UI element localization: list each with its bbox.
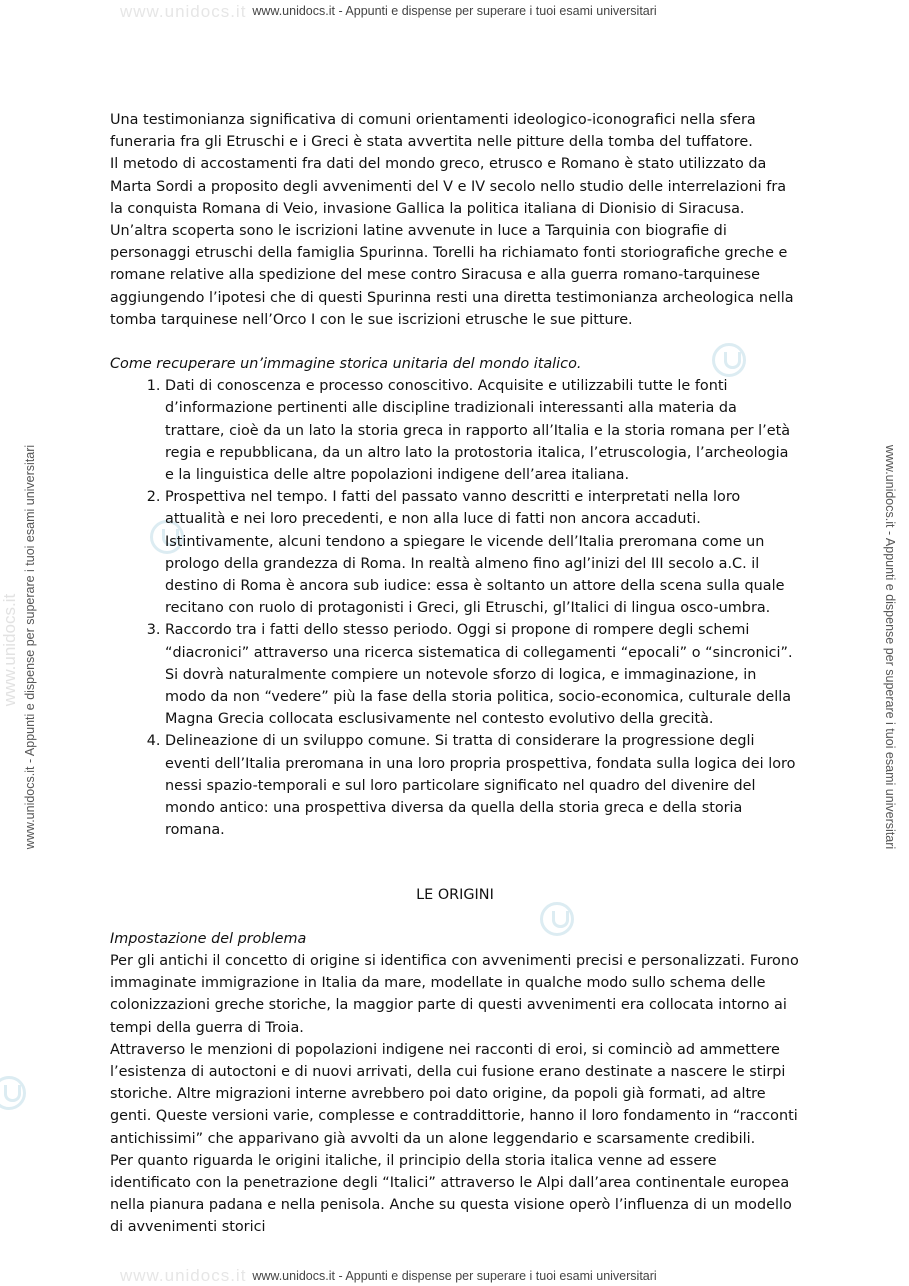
list-item: 1. Dati di conoscenza e processo conoscitivo. Acquisite e utilizzabili tutte le fonti d’informazione pertinenti alle discipline tradizionali interessanti alla materia da trattare, cioè da un lato la storia greca in rapporto all’Italia e la storia romana per l’età regia e repubblicana, da un altro lato la protostoria italica, l’etruscologia, l’archeologia e la linguistica delle altre popolazioni indigene dell’area italiana. (165, 375, 800, 486)
watermark-header: www.unidocs.it - Appunti e dispense per superare i tuoi esami universitari (252, 4, 657, 18)
section-heading: LE ORIGINI (416, 886, 494, 903)
watermark-side-left-ghost: www.unidocs.it (0, 593, 19, 707)
numbered-list (110, 375, 800, 841)
paragraph: Attraverso le menzioni di popolazioni indigene nei racconti di eroi, si cominciò ad ammettere l’esistenza di autoctoni e di nuovi arrivati, della cui fusione erano destinate a nascere le stirpi storiche. Altre migrazioni interne avrebbero poi dato origine, da popoli già formati, ad altre genti. Queste versioni varie, complesse e contraddittorie, hanno il loro fondamento in “racconti antichissimi” che apparivano già avvolti da un alone leggendario e scarsamente credibili. (110, 1041, 798, 1147)
watermark-side-right: www.unidocs.it - Appunti e dispense per superare i tuoi esami universitari (883, 444, 897, 850)
watermark-ghost-top: www.unidocs.it (120, 2, 247, 21)
watermark-ghost-bottom: www.unidocs.it (120, 1266, 247, 1285)
section-title: Come recuperare un’immagine storica unitaria del mondo italico. (110, 356, 582, 373)
unidocs-logo-icon (0, 1076, 26, 1110)
document-body (110, 109, 800, 1239)
section-subtitle: Impostazione del problema (110, 930, 307, 947)
list-item: 4. Delineazione di un sviluppo comune. Si tratta di considerare la progressione degli eventi dell’Italia preromana in una loro propria prospettiva, fondata sulla logica dei loro nessi spazio-temporali e sul loro particolare significato nel quadro del divenire del mondo antico: una prospettiva diversa da quella della storia greca e della storia romana. (165, 730, 800, 841)
list-item: 2. Prospettiva nel tempo. I fatti del passato vanno descritti e interpretati nella loro attualità e nei loro precedenti, e non alla luce di fatti non ancora accaduti. Istintivamente, alcuni tendono a spiegare le vicende dell’Italia preromana come un prologo della grandezza di Roma. In realtà almeno fino agl’inizi del III secolo a.C. il destino di Roma è ancora sub iudice: essa è soltanto un attore della scena sulla quale recitano con ruolo di protagonisti i Greci, gli Etruschi, gl’Italici di lingua osco-umbra. (165, 486, 800, 619)
watermark-footer: www.unidocs.it - Appunti e dispense per superare i tuoi esami universitari (252, 1269, 657, 1283)
paragraph: Il metodo di accostamenti fra dati del mondo greco, etrusco e Romano è stato utilizzato da Marta Sordi a proposito degli avvenimenti del V e IV secolo nello studio delle interrelazioni fra la conquista Romana di Veio, invasione Gallica la politica italiana di Dionisio di Siracusa. Un’altra scoperta sono le iscrizioni latine avvenute in luce a Tarquinia con biografie di personaggi etruschi della famiglia Spurinna. Torelli ha richiamato fonti storiografiche greche e romane relative alla spedizione del mese contro Siracusa e alla guerra romano-tarquinese aggiungendo l’ipotesi che di questi Spurinna resti una diretta testimonianza archeologica nella tomba tarquinese nell’Orco I con le sue iscrizioni etrusche le sue pitture. (110, 156, 794, 328)
paragraph: Per gli antichi il concetto di origine si identifica con avvenimenti precisi e personalizzati. Furono immaginate immigrazione in Italia da mare, modellate in qualche modo sullo schema delle colonizzazioni greche storiche, la maggior parte di questi avvenimenti era collocata intorno ai tempi della guerra di Troia. (110, 952, 799, 1036)
paragraph: Per quanto riguarda le origini italiche, il principio della storia italica venne ad essere identificato con la penetrazione degli “Italici” attraverso le Alpi dall’area continentale europea nella pianura padana e nella penisola. Anche su questa visione operò l’influenza di un modello di avvenimenti storici (110, 1152, 792, 1236)
list-item: 3. Raccordo tra i fatti dello stesso periodo. Oggi si propone di rompere degli schemi “diacronici” attraverso una ricerca sistematica di collegamenti “epocali” o “sincronici”. Si dovrà naturalmente compiere un notevole sforzo di logica, e immaginazione, in modo da non “vedere” più la fase della storia politica, socio-economica, culturale della Magna Grecia collocata esclusivamente nel contesto evolutivo della grecità. (165, 619, 800, 730)
paragraph: Una testimonianza significativa di comuni orientamenti ideologico-iconografici nella sfera funeraria fra gli Etruschi e i Greci è stata avvertita nelle pitture della tomba del tuffatore. (110, 112, 756, 151)
watermark-side-left: www.unidocs.it - Appunti e dispense per superare i tuoi esami universitari (23, 444, 37, 850)
